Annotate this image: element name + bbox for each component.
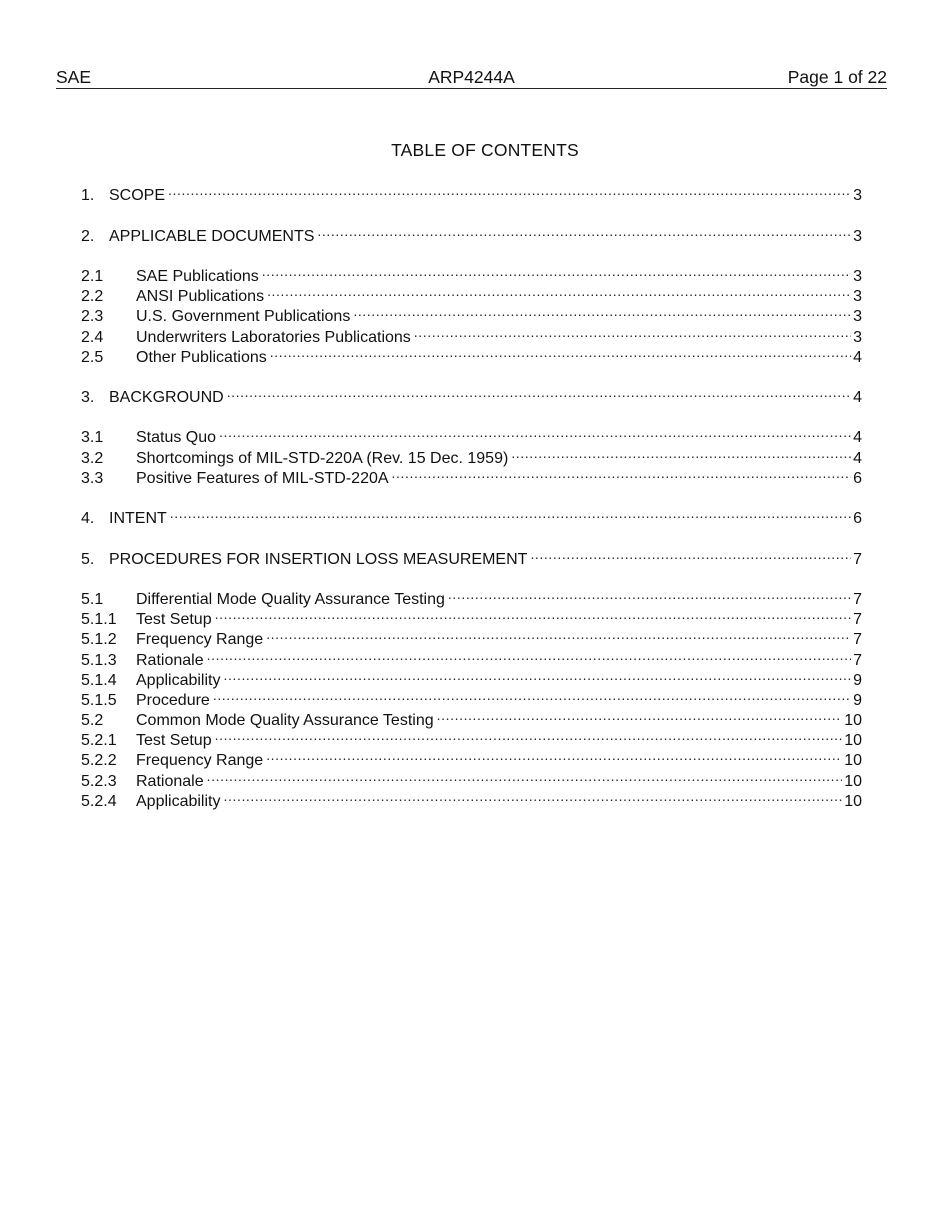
toc-entry	[81, 220, 862, 245]
toc-entry-number: 5.2.1	[81, 732, 117, 750]
toc-entry-title: ANSI Publications	[136, 288, 265, 306]
toc-dot-leader	[530, 543, 851, 563]
toc-entry	[81, 180, 862, 205]
toc-entry-number: 5.1.2	[81, 631, 117, 649]
header-organization: SAE	[56, 67, 92, 87]
toc-entry-page: 4	[853, 449, 862, 467]
toc-entry-number: 5.2.2	[81, 752, 117, 770]
toc-entry-number: 5.1.3	[81, 651, 117, 669]
toc-entry-title: SCOPE	[109, 187, 166, 205]
toc-entry-page: 7	[853, 550, 862, 568]
toc-entry-title: Shortcomings of MIL-STD-220A (Rev. 15 Dec. 1959)	[136, 449, 509, 467]
toc-entry-page: 4	[853, 348, 862, 366]
toc-entry-page: 4	[853, 429, 862, 447]
page-header	[56, 66, 887, 89]
toc-entry-number: 2.1	[81, 267, 104, 285]
toc-entry	[81, 422, 862, 447]
toc-entry-title: SAE Publications	[136, 267, 259, 285]
toc-list	[81, 180, 862, 810]
toc-dot-leader	[170, 503, 851, 523]
toc-dot-leader	[223, 665, 851, 685]
toc-entry-title: Status Quo	[136, 429, 217, 447]
toc-dot-leader	[213, 685, 851, 705]
toc-entry-number: 3.2	[81, 449, 104, 467]
toc-dot-leader	[317, 220, 851, 240]
toc-entry-number: 3.1	[81, 429, 104, 447]
toc-entry-page: 4	[853, 389, 862, 407]
toc-entry-title: U.S. Government Publications	[136, 308, 351, 326]
toc-entry-page: 10	[844, 752, 862, 770]
toc-entry-title: Underwriters Laboratories Publications	[136, 328, 411, 346]
toc-entry-title: Frequency Range	[136, 752, 264, 770]
toc-entry-page: 9	[853, 691, 862, 709]
toc-entry-number: 2.2	[81, 288, 104, 306]
toc-dot-leader	[266, 745, 842, 765]
toc-dot-leader	[207, 765, 843, 785]
toc-entry-number: 4.	[81, 510, 95, 528]
toc-dot-leader	[207, 644, 851, 664]
toc-entry-title: Other Publications	[136, 348, 267, 366]
toc-entry-title: APPLICABLE DOCUMENTS	[109, 227, 315, 245]
toc-dot-leader	[267, 281, 851, 301]
toc-entry-number: 2.4	[81, 328, 104, 346]
toc-dot-leader	[448, 584, 851, 604]
toc-entry-title: Applicability	[136, 792, 221, 810]
toc-entry-title: INTENT	[109, 510, 167, 528]
toc-entry-page: 7	[853, 651, 862, 669]
toc-entry-number: 2.	[81, 227, 95, 245]
toc-entry-page: 3	[853, 267, 862, 285]
header-page-number: Page 1 of 22	[787, 67, 887, 87]
toc-entry-number: 5.2.4	[81, 792, 117, 810]
toc-entry-page: 9	[853, 671, 862, 689]
toc-entry-number: 3.3	[81, 469, 104, 487]
toc-title: TABLE OF CONTENTS	[391, 140, 579, 160]
toc-entry-page: 3	[853, 227, 862, 245]
toc-dot-leader	[414, 321, 851, 341]
toc-entry-page: 10	[844, 732, 862, 750]
toc-entry-title: Applicability	[136, 671, 221, 689]
toc-entry	[81, 503, 862, 528]
toc-entry-page: 10	[844, 792, 862, 810]
toc-dot-leader	[262, 261, 851, 281]
toc-entry-page: 7	[853, 631, 862, 649]
toc-entry-number: 5.	[81, 550, 95, 568]
toc-entry-title: Procedure	[136, 691, 210, 709]
toc-entry-page: 7	[853, 611, 862, 629]
toc-entry-number: 5.1.4	[81, 671, 117, 689]
toc-entry-title: Rationale	[136, 772, 204, 790]
toc-dot-leader	[266, 624, 851, 644]
toc-entry-title: Test Setup	[136, 732, 212, 750]
toc-entry-page: 3	[853, 308, 862, 326]
toc-dot-leader	[353, 301, 851, 321]
toc-entry-number: 2.3	[81, 308, 104, 326]
toc-entry-page: 3	[853, 288, 862, 306]
toc-entry-number: 5.2	[81, 712, 104, 730]
toc-entry-number: 5.2.3	[81, 772, 117, 790]
toc-entry-page: 3	[853, 187, 862, 205]
toc-entry	[81, 543, 862, 568]
toc-entry-title: Positive Features of MIL-STD-220A	[136, 469, 389, 487]
toc-entry-title: Test Setup	[136, 611, 212, 629]
toc-entry-page: 10	[844, 772, 862, 790]
toc-entry-page: 6	[853, 469, 862, 487]
toc-entry-page: 10	[844, 712, 862, 730]
toc-entry-number: 3.	[81, 389, 95, 407]
toc-entry-title: Frequency Range	[136, 631, 264, 649]
toc-entry-number: 1.	[81, 187, 95, 205]
toc-dot-leader	[215, 725, 843, 745]
toc-entry-title: Common Mode Quality Assurance Testing	[136, 712, 434, 730]
toc-entry-number: 2.5	[81, 348, 104, 366]
toc-entry	[81, 261, 862, 285]
toc-entry-number: 5.1	[81, 590, 104, 608]
toc-entry-page: 7	[853, 590, 862, 608]
toc-dot-leader	[227, 382, 851, 402]
toc-entry-title: PROCEDURES FOR INSERTION LOSS MEASUREMENT	[109, 550, 528, 568]
toc-dot-leader	[168, 180, 851, 200]
toc-entry-page: 3	[853, 328, 862, 346]
toc-dot-leader	[437, 705, 843, 725]
toc-entry-number: 5.1.5	[81, 691, 117, 709]
toc-dot-leader	[219, 422, 851, 442]
header-document-number: ARP4244A	[428, 67, 515, 87]
toc-entry-title: Differential Mode Quality Assurance Testing	[136, 590, 445, 608]
toc-dot-leader	[223, 786, 842, 806]
toc-entry-number: 5.1.1	[81, 611, 117, 629]
toc-entry	[81, 382, 862, 407]
toc-entry	[81, 584, 862, 608]
toc-entry-title: Rationale	[136, 651, 204, 669]
toc-dot-leader	[392, 463, 852, 483]
toc-dot-leader	[215, 604, 851, 624]
toc-entry-title: BACKGROUND	[109, 389, 224, 407]
toc-dot-leader	[270, 342, 851, 362]
toc-dot-leader	[511, 442, 851, 462]
toc-entry-page: 6	[853, 510, 862, 528]
